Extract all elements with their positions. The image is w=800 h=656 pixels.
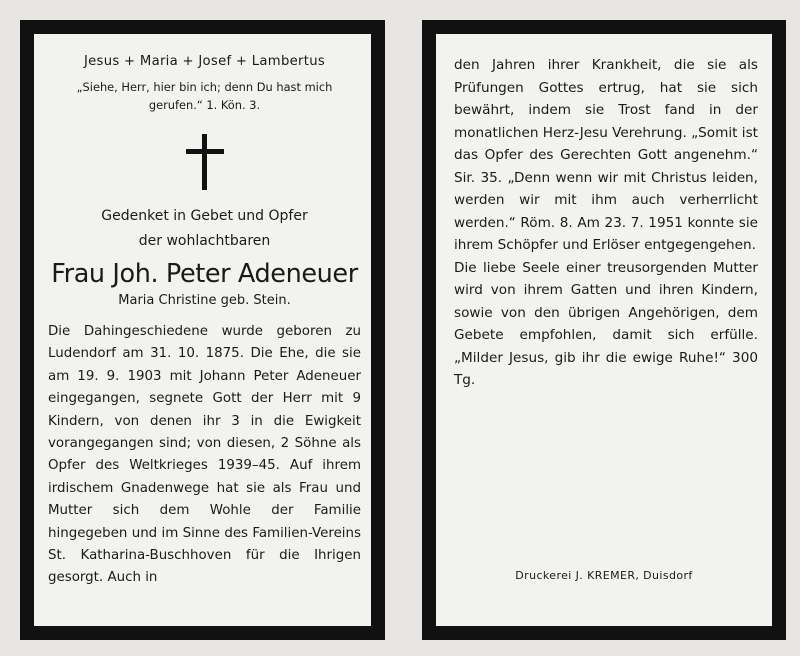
bible-quote: „Siehe, Herr, hier bin ich; denn Du hast mich gerufen.“ 1. Kön. 3. [76, 80, 333, 112]
printer-credit: Druckerei J. KREMER, Duisdorf [515, 569, 693, 582]
memorial-paragraph-1: den Jahren ihrer Krankheit, die sie als Prüfungen Gottes ertrug, hat sie sich bewährt, indem sie Trost fand in der monatlichen Herz-Jesu Verehrung. „Somit ist das Opfer des Gerechten Gott angenehm.“ Sir. 35. „Denn wenn wir mit Christus leiden, werden wir mit ihm auch verherrlicht werden.“ Röm. 8. Am 23. 7. 1951 konnte sie ihrem Schöpfer und Erlöser entgegengehen. [454, 57, 758, 253]
memorial-paragraph-2: Die liebe Seele einer treusorgenden Mutter wird von ihrem Gatten und ihren Kindern, sowie von den übrigen Angehörigen, dem Gebete empfohlen, damit sich erfülle. „Milder Jesus, gib ihr die ewige Ruhe!“ 300 Tg. [454, 259, 758, 388]
memorial-text [454, 54, 758, 392]
biography-paragraph: Die Dahingeschiedene wurde geboren zu Ludendorf am 31. 10. 1875. Die Ehe, die sie am 19. 9. 1903 mit Johann Peter Adeneuer eingegangen, segnete Gott der Herr mit 9 Kindern, von denen ihr 3 in die Ewigkeit vorangegangen sind; von diesen, 2 Söhne als Opfer des Weltkrieges 1939–45. Auf ihrem irdischem Gnadenwege hat sie als Frau und Mutter sich dem Wohle der Familie hingegeben und im Sinne des Familien-Vereins St. Katharina-Buschhoven für die Ihrigen gesorgt. Auch in [48, 324, 361, 586]
gedenket-line-2: der wohlachtbaren [138, 233, 271, 249]
right-card-content [436, 34, 772, 626]
left-card [20, 20, 385, 640]
right-card [422, 20, 786, 640]
biography-text [48, 321, 361, 590]
gedenket-line-1: Gedenket in Gebet und Opfer [101, 208, 308, 224]
birth-name: Maria Christine geb. Stein. [118, 293, 291, 308]
deceased-name: Frau Joh. Peter Adeneuer [51, 259, 358, 289]
cross-icon [186, 134, 224, 190]
holy-names: Jesus + Maria + Josef + Lambertus [83, 54, 326, 69]
left-card-content [34, 34, 371, 626]
